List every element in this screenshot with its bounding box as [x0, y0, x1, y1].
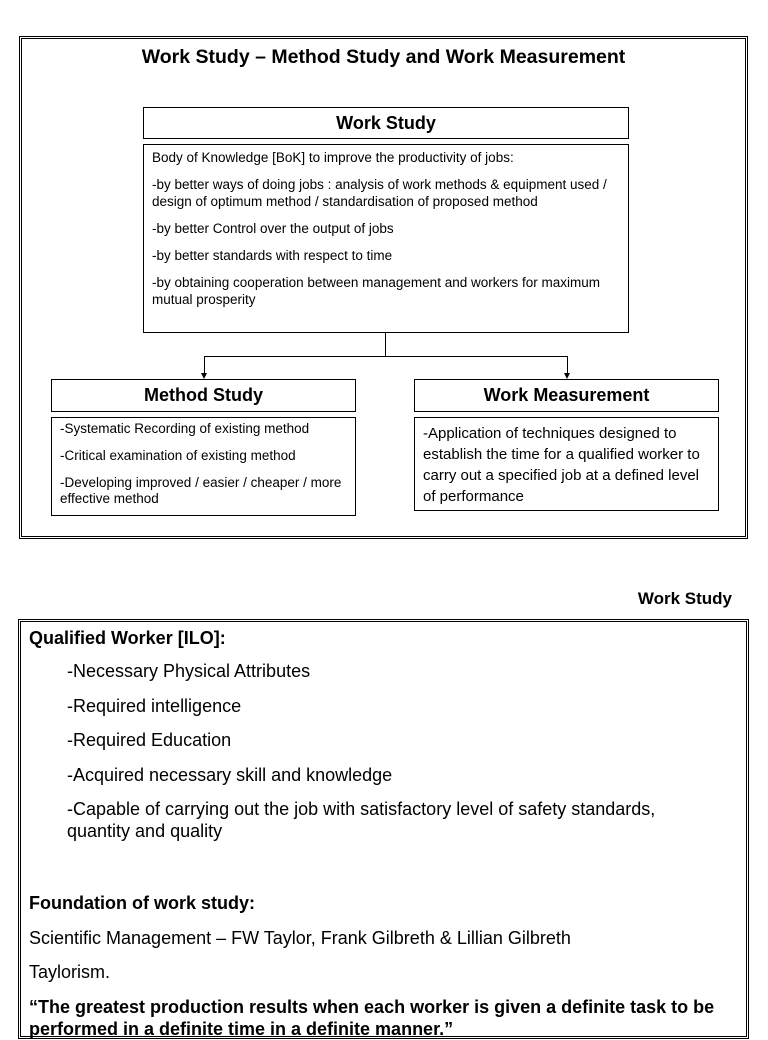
work-study-line: -by better Control over the output of jobs — [152, 221, 394, 236]
list-item: -Required intelligence — [67, 695, 242, 716]
page-title: Work Study — [637, 589, 732, 608]
work-measurement-header-box — [414, 379, 719, 412]
method-study-header-box — [51, 379, 356, 412]
method-study-line: -Systematic Recording of existing method — [60, 421, 310, 436]
work-measurement-text: -Application of techniques designed to establish the time for a qualified worker to carry out a specified job at a defined level of performance — [423, 425, 700, 505]
work-study-body-box — [143, 144, 629, 333]
taylorism-text: Taylorism. — [29, 962, 111, 982]
method-study-line: -Developing improved / easier / cheaper / more effective method — [60, 475, 342, 506]
diagram-frame — [19, 36, 748, 539]
diagram-title: Work Study – Method Study and Work Measurement — [141, 46, 626, 68]
method-study-body-box — [51, 417, 356, 516]
connector-right-drop — [567, 356, 568, 374]
list-item: -Necessary Physical Attributes — [67, 661, 311, 681]
connector-left-drop — [204, 356, 205, 374]
method-study-header: Method Study — [144, 385, 263, 405]
foundation-text: Scientific Management – FW Taylor, Frank Gilbreth & Lillian Gilbreth — [29, 928, 571, 948]
list-item: -Acquired necessary skill and knowledge — [67, 764, 393, 785]
connector-horizontal — [204, 356, 568, 357]
work-study-line: Body of Knowledge [BoK] to improve the productivity of jobs: — [152, 150, 514, 165]
qualified-worker-heading: Qualified Worker [ILO]: — [29, 628, 226, 648]
foundation-heading: Foundation of work study: — [29, 893, 255, 913]
taylor-quote: “The greatest production results when each worker is given a definite task to be performed in a definite time in a definite manner.” — [29, 997, 715, 1039]
work-study-header-box — [143, 107, 629, 139]
method-study-line: -Critical examination of existing method — [60, 448, 296, 463]
content-frame — [18, 619, 749, 1039]
work-measurement-body-box — [414, 417, 719, 511]
work-study-line: -by obtaining cooperation between management and workers for maximum mutual prosperity — [152, 275, 600, 307]
list-item: -Required Education — [67, 730, 232, 750]
work-measurement-header: Work Measurement — [483, 385, 650, 405]
work-study-line: -by better standards with respect to time — [152, 248, 393, 263]
qualified-worker-list — [67, 660, 717, 855]
connector-vertical — [385, 333, 386, 356]
list-item: -Capable of carrying out the job with satisfactory level of safety standards, quantity and quality — [67, 799, 656, 841]
work-study-header: Work Study — [336, 112, 436, 133]
work-study-line: -by better ways of doing jobs : analysis of work methods & equipment used / design of optimum method / standardisation of proposed method — [152, 177, 607, 209]
